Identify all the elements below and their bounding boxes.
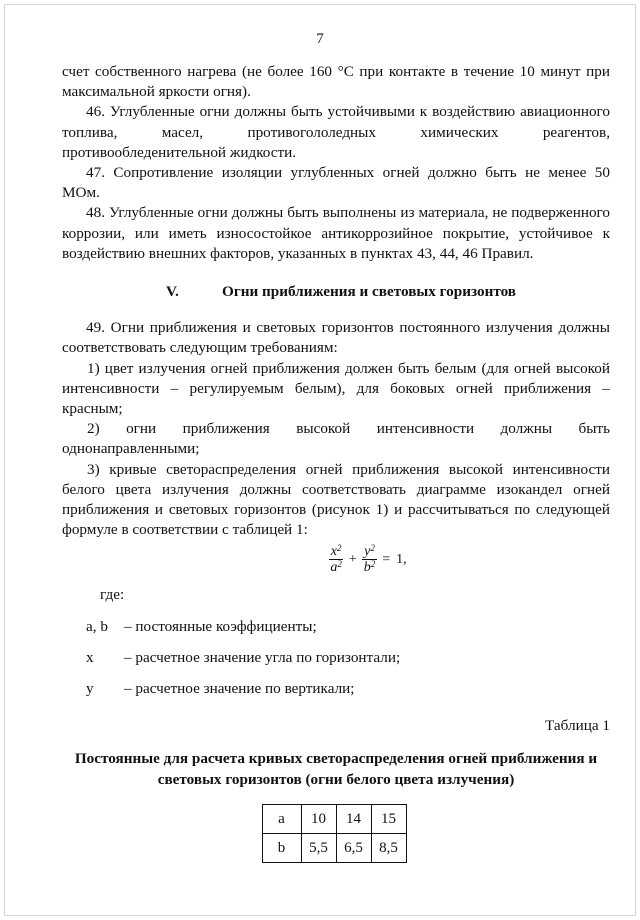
definition-ab — [62, 617, 610, 637]
table-cell: 14 — [336, 804, 371, 833]
formula-exp-y: 2 — [370, 543, 375, 554]
section-number: V. — [166, 283, 179, 301]
formula-y: y — [364, 544, 371, 560]
page-number: 7 — [316, 31, 324, 47]
table-cell: 15 — [371, 804, 406, 833]
definition-text: – расчетное значение угла по горизонтали; — [124, 648, 401, 666]
paragraph-46: 46. Углубленные огни должны быть устойчивыми к воздействию авиационного топлива, масел, противогололедных химических реагентов, противообледенительной жидкости. — [62, 103, 610, 161]
fraction-x — [328, 544, 344, 575]
formula-rhs: 1, — [396, 551, 407, 567]
formula-exp-b: 2 — [370, 559, 376, 570]
where-label: где: — [100, 586, 125, 604]
paragraph-48: 48. Углубленные огни должны быть выполнены из материала, не подверженного коррозии, или иметь износостойкое антикоррозийное покрытие, устойчивое к воздействию внешних факторов, указанных в пунктах 43, 44, 46 Правил. — [62, 204, 610, 262]
paragraph-49: 49. Огни приближения и световых горизонтов постоянного излучения должны соответствовать следующим требованиям: — [62, 319, 610, 357]
section-heading — [62, 282, 610, 302]
table-cell: b — [262, 833, 301, 862]
table-row — [262, 833, 406, 862]
definition-text: – постоянные коэффициенты; — [124, 617, 317, 635]
formula-b: b — [363, 560, 371, 576]
definition-symbol: y — [86, 680, 94, 698]
table-row — [262, 804, 406, 833]
requirement-item-1: 1) цвет излучения огней приближения должен быть белым (для огней высокой интенсивности – регулируемым белым), для боковых огней приближения – красным; — [62, 359, 610, 418]
paragraph-47: 47. Сопротивление изоляции углубленных огней должно быть не менее 50 МОм. — [62, 164, 610, 202]
table-cell: 8,5 — [371, 833, 406, 862]
formula-exp-x: 2 — [336, 543, 342, 554]
requirement-item-3: 3) кривые светораспределения огней приближения высокой интенсивности белого цвета излучения должны соответствовать диаграмме изокандел огней приближения и световых горизонтов (рисунок 1) и рассчитываться по следующей формуле в соответствии с таблицей 1: — [62, 460, 610, 539]
table-cell: 10 — [301, 804, 336, 833]
table-cell: a — [262, 804, 301, 833]
formula-a: a — [330, 560, 338, 576]
formula-exp-a: 2 — [337, 559, 342, 570]
constants-table — [262, 804, 407, 863]
paragraph-continuation: счет собственного нагрева (не более 160 °С при контакте в течение 10 минут при максимальной яркости огня). — [62, 63, 610, 101]
formula-plus: + — [348, 551, 357, 567]
formula-x: x — [330, 544, 337, 560]
formula-equals: = — [382, 551, 391, 567]
table-title: Постоянные для расчета кривых светораспределения огней приближения и световых горизонтов (огни белого цвета излучения) — [74, 750, 598, 788]
requirement-item-2: 2) огни приближения высокой интенсивности должны быть однонаправленными; — [62, 420, 610, 458]
definition-y — [62, 679, 610, 699]
definition-x — [62, 648, 610, 668]
ellipse-formula — [62, 544, 610, 575]
document-body — [62, 62, 610, 863]
definition-symbol: x — [86, 648, 94, 666]
fraction-y — [362, 544, 378, 575]
section-title: Огни приближения и световых горизонтов — [222, 283, 517, 301]
definition-symbol: a, b — [86, 617, 108, 635]
table-cell: 5,5 — [301, 833, 336, 862]
table-cell: 6,5 — [336, 833, 371, 862]
definition-text: – расчетное значение по вертикали; — [124, 680, 355, 698]
table-caption: Таблица 1 — [545, 717, 610, 735]
